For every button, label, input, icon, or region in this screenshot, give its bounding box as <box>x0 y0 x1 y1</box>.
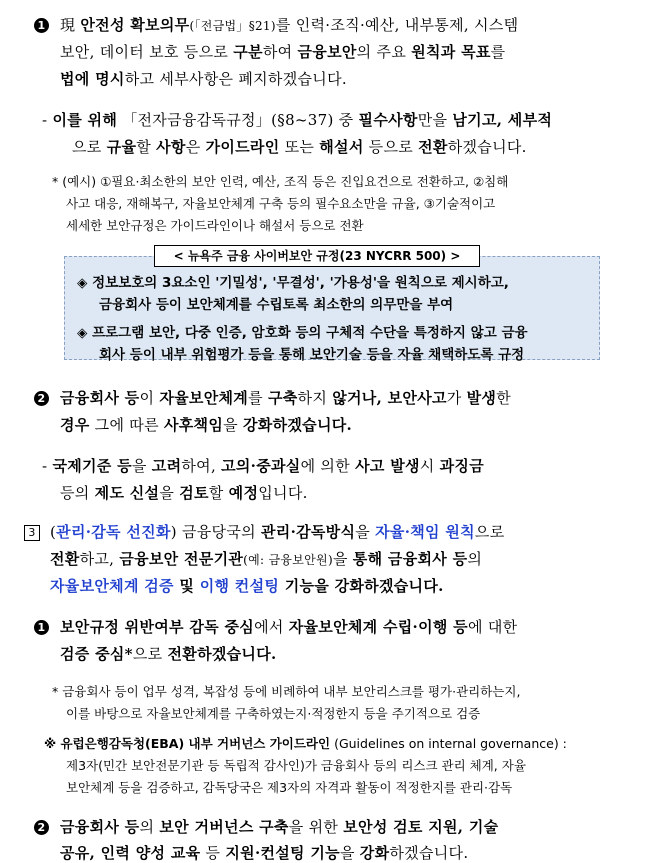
p2-line <box>42 109 552 130</box>
text-run: 만을 <box>417 111 453 129</box>
p1-line <box>60 68 347 89</box>
text-run: 고려 <box>151 457 182 475</box>
text-run: 을 <box>223 416 243 434</box>
box-title: < 뉴욕주 금융 사이버보안 규정(23 NYCRR 500) > <box>154 245 480 267</box>
text-run: 의 주요 <box>356 43 412 61</box>
text-run: 규율 <box>106 138 137 156</box>
text-run: 입니다. <box>258 484 308 502</box>
text-run: 또는 <box>279 138 320 156</box>
text-run: 법에 명시 <box>60 70 125 88</box>
text-run: 보안성 검토 지원, 기술 <box>343 818 499 836</box>
text-run: 검토 <box>179 484 209 502</box>
text-run: 금융회사 등 <box>60 818 140 836</box>
text-run: 자율보안체계 <box>159 389 249 407</box>
bullet-marker: 2 <box>34 389 49 407</box>
p4-line <box>60 482 308 503</box>
p5-line <box>50 521 505 542</box>
text-run: 의 <box>139 818 160 836</box>
text-run: 구분 <box>233 43 263 61</box>
text-run: 으로 <box>132 645 168 663</box>
text-run: 전환 <box>418 138 448 156</box>
text-run: 의 <box>467 550 483 568</box>
text-run: 남기고, 세부적 <box>452 111 553 129</box>
text-run: 을 <box>131 457 152 475</box>
text-run: 고의·중과실 <box>221 457 301 475</box>
text-run: (「전금법」§21) <box>189 19 276 33</box>
text-run: 관리·감독방식 <box>260 523 356 541</box>
bullet-marker: 2 <box>34 818 49 836</box>
text-run: 과징금 <box>439 457 485 475</box>
text-run: 통해 금융회사 등 <box>352 550 468 568</box>
text-run: 자율보안체계 수립·이행 등 <box>288 618 468 636</box>
text-run: 하겠습니다. <box>389 844 469 862</box>
text-run: 「전자금융감독규정」(§8~37) 중 <box>117 111 359 129</box>
text-run: 관리·감독 선진화 <box>56 523 171 541</box>
text-run: 이행 컨설팅 <box>199 577 280 595</box>
text-run: 하겠습니다. <box>447 138 527 156</box>
text-run: 기능을 강화하겠습니다. <box>279 577 444 595</box>
box-item-line: ◈ 정보보호의 3요소인 '기밀성', '무결성', '가용성'을 원칙으로 제시하고, <box>77 275 509 291</box>
text-run: 을 <box>159 484 180 502</box>
p5-line <box>50 548 482 569</box>
text-run: 보안규정 위반여부 감독 중심 <box>60 618 255 636</box>
text-run: 이를 위해 <box>52 111 118 129</box>
text-run: 해설서 <box>319 138 364 156</box>
text-run: 전환 <box>50 550 80 568</box>
text-run: 않거나, 보안사고 <box>332 389 447 407</box>
text-run: 그에 따른 <box>89 416 164 434</box>
text-run: 가이드라인 <box>205 138 280 156</box>
text-run: 발생 <box>466 389 497 407</box>
text-run: 하지 <box>297 389 333 407</box>
text-run: 필수사항 <box>358 111 418 129</box>
text-run: 강화 <box>359 844 390 862</box>
text-run: 으로 <box>474 523 505 541</box>
note-line: 제3자(민간 보안전문기관 등 독립적 감사인)가 금융회사 등의 리스크 관리 체계, 자율 <box>66 758 526 773</box>
text-run: 에 의한 <box>300 457 356 475</box>
text-run: 을 <box>332 550 353 568</box>
note-line: ※ 유럽은행감독청(EBA) 내부 거버넌스 가이드라인 (Guidelines on internal governance) : <box>44 736 567 751</box>
p7-line <box>60 842 468 863</box>
text-run: - <box>42 457 53 475</box>
text-run: 금융보안 전문기관 <box>119 550 244 568</box>
p3-line <box>60 387 511 408</box>
p1-line <box>60 14 518 35</box>
text-run: 등의 <box>60 484 95 502</box>
text-run: (예: 금융보안원) <box>243 553 333 567</box>
text-run: ) 금융당국의 <box>170 523 261 541</box>
box-item-line: 금융회사 등이 보안체계를 수립토록 최소한의 의무만을 부여 <box>99 297 454 313</box>
text-run: 하고 세부사항은 폐지하겠습니다. <box>124 70 347 88</box>
text-run: 를 <box>490 43 506 61</box>
p3-line <box>60 414 352 435</box>
text-run: - <box>42 111 53 129</box>
text-run: 검증 중심* <box>60 645 133 663</box>
text-run: 사항 <box>156 138 186 156</box>
text-run: 을 <box>355 523 376 541</box>
text-run: 금융회사 등 <box>60 389 140 407</box>
text-run: 사고 발생 <box>355 457 420 475</box>
text-run: 구축 <box>267 389 298 407</box>
text-run: 에서 <box>254 618 289 636</box>
text-run: 원칙과 목표 <box>411 43 491 61</box>
p6-line <box>60 616 517 637</box>
note-line: 이를 바탕으로 자율보안체계를 구축하였는지·적정한지 등을 주기적으로 검증 <box>66 706 481 721</box>
text-run: 으로 <box>72 138 107 156</box>
text-run: 이 <box>139 389 160 407</box>
p4-line <box>42 455 484 476</box>
text-run: 하여 <box>262 43 298 61</box>
section-marker: 3 <box>24 523 40 541</box>
text-run: 전환하겠습니다. <box>167 645 277 663</box>
text-run: 가 <box>446 389 467 407</box>
note-line: 세세한 보안규정은 가이드라인이나 해설서 등으로 전환 <box>66 218 364 233</box>
text-run: 공유, 인력 양성 교육 <box>60 844 201 862</box>
box-item-line: ◈ 프로그램 보안, 다중 인증, 암호화 등의 구체적 수단을 특정하지 않고 금융 <box>77 325 528 341</box>
p1-line <box>60 41 505 62</box>
text-run: 할 <box>208 484 229 502</box>
text-run: 은 <box>185 138 206 156</box>
text-run: 강화하겠습니다. <box>243 416 353 434</box>
note-line: 보안체계 등을 검증하고, 감독당국은 제3자의 자격과 활동이 적정한지를 관리·감독 <box>66 780 513 795</box>
text-run: 보안 거버넌스 구축 <box>159 818 289 836</box>
text-run: 시 <box>419 457 440 475</box>
text-run: 예정 <box>228 484 259 502</box>
text-run: 를 <box>248 389 268 407</box>
text-run: 제도 신설 <box>94 484 160 502</box>
text-run: 국제기준 등 <box>52 457 132 475</box>
nycrr-box <box>64 256 600 363</box>
text-run: 한 <box>496 389 512 407</box>
p2-line <box>72 136 527 157</box>
text-run: 등 <box>200 844 226 862</box>
box-item-line: 회사 등이 내부 위험평가 등을 통해 보안기술 등을 자율 채택하도록 규정 <box>99 347 525 363</box>
text-run: 現 <box>60 16 81 34</box>
note-line: * (예시) ①필요·최소한의 보안 인력, 예산, 조직 등은 진입요건으로 전환하고, ②침해 <box>52 174 509 189</box>
text-run: 지원·컨설팅 기능 <box>225 844 340 862</box>
note-line: 사고 대응, 재해복구, 자율보안체계 구축 등의 필수요소만을 규율, ③기술적이고 <box>66 196 496 211</box>
bullet-marker: 1 <box>34 16 49 34</box>
text-run: ( <box>50 523 57 541</box>
text-run: 에 대한 <box>467 618 518 636</box>
text-run: 보안, 데이터 보호 등으로 <box>60 43 234 61</box>
bullet-marker: 1 <box>34 618 49 636</box>
p6-line <box>60 643 277 664</box>
text-run: 안전성 확보의무 <box>80 16 190 34</box>
text-run: 경우 <box>60 416 90 434</box>
text-run: 하고, <box>79 550 120 568</box>
text-run: 하여, <box>181 457 222 475</box>
text-run: 등으로 <box>363 138 419 156</box>
text-run: 를 인력·조직·예산, 내부통제, 시스템 <box>275 16 519 34</box>
text-run: 할 <box>136 138 157 156</box>
p7-line <box>60 816 498 837</box>
text-run: 금융보안 <box>297 43 357 61</box>
p5-line <box>50 575 444 596</box>
note-line: * 금융회사 등이 업무 성격, 복잡성 등에 비례하여 내부 보안리스크를 평가·관리하는지, <box>52 684 521 699</box>
text-run: 및 <box>173 577 200 595</box>
text-run: 을 <box>339 844 360 862</box>
text-run: 자율보안체계 검증 <box>50 577 174 595</box>
text-run: 사후책임 <box>163 416 224 434</box>
text-run: 을 위한 <box>288 818 344 836</box>
text-run: 자율·책임 원칙 <box>375 523 475 541</box>
